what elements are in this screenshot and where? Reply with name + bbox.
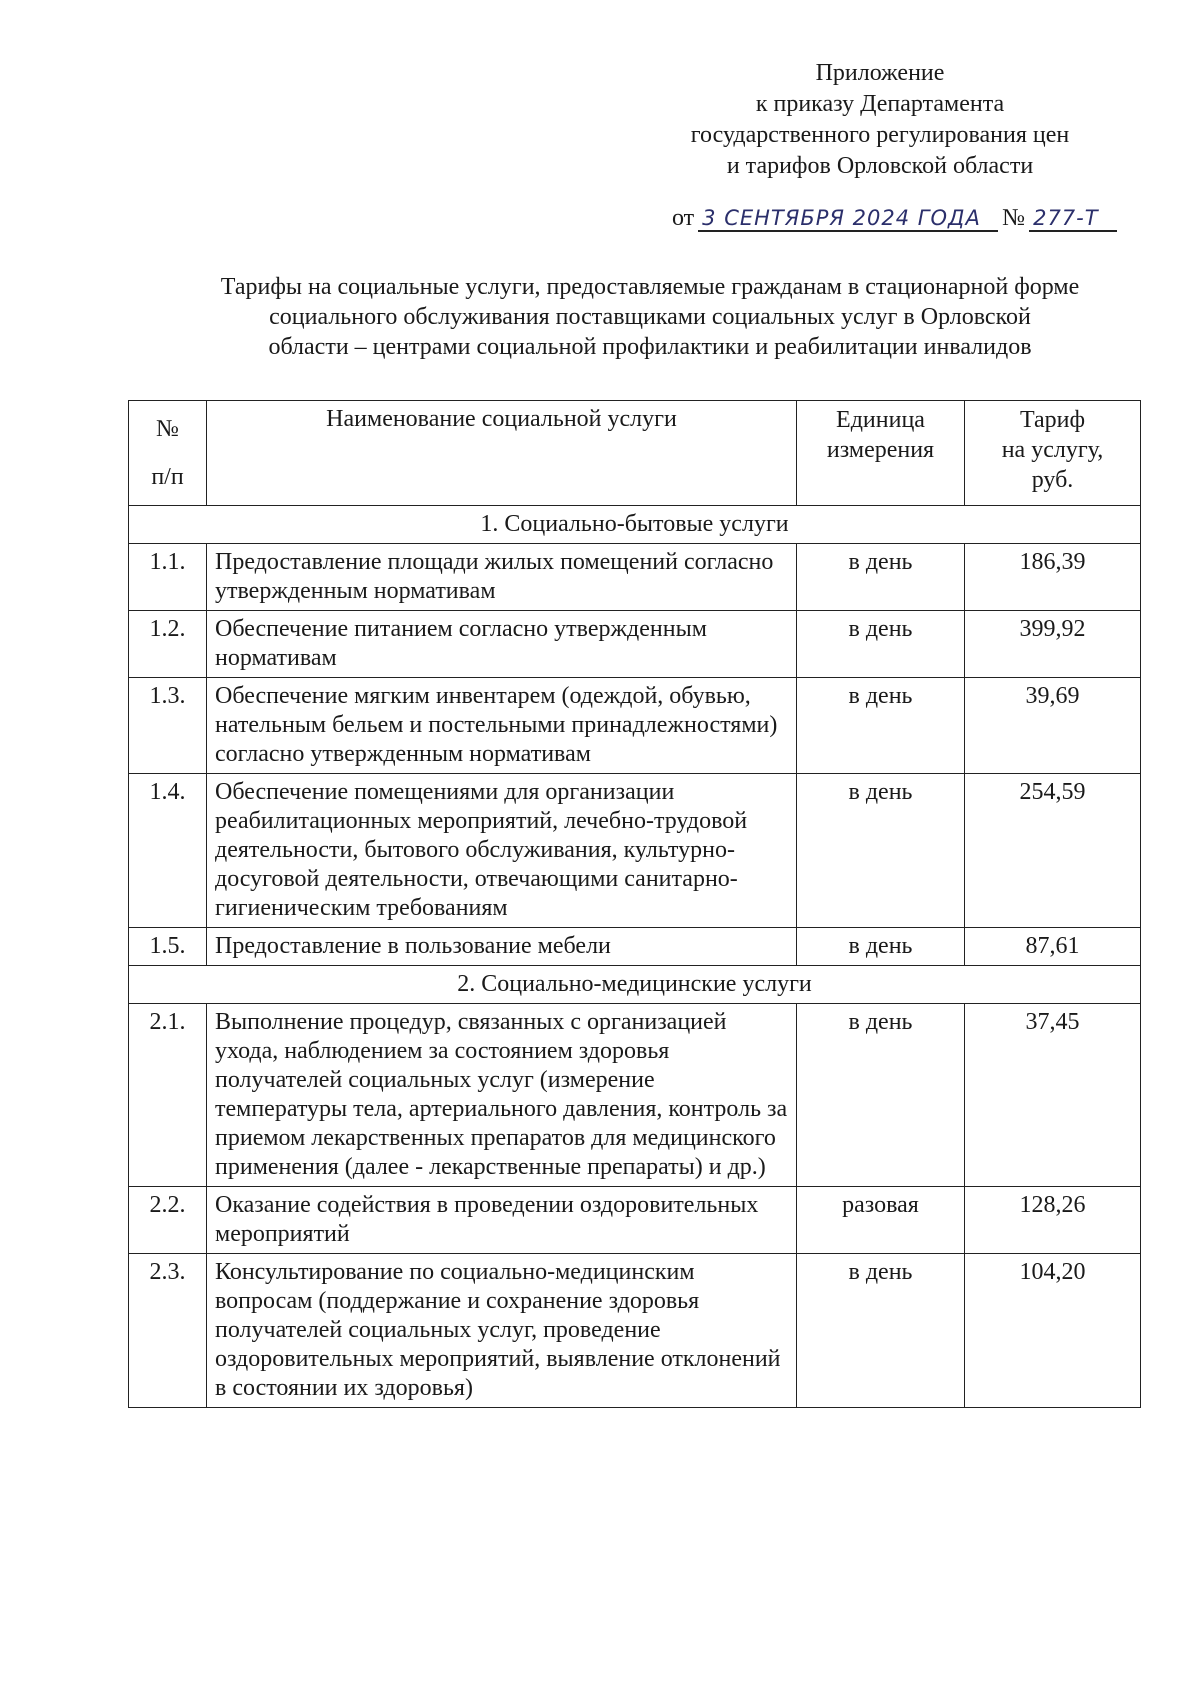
header-unit-line: Единица — [836, 407, 925, 433]
table-row — [129, 928, 1141, 966]
header-num-line: п/п — [151, 464, 184, 490]
row-num: 1.1. — [129, 544, 207, 611]
section-row — [129, 966, 1141, 1004]
row-num: 1.4. — [129, 774, 207, 928]
row-tariff: 104,20 — [965, 1254, 1141, 1408]
row-name: Выполнение процедур, связанных с организацией ухода, наблюдением за состоянием здоровья получателей социальных услуг (измерение температуры тела, артериального давления, контроль за приемом лекарственных препаратов для медицинского применения (далее - лекарственные препараты) и др.) — [207, 1004, 797, 1187]
header-num — [129, 401, 207, 506]
row-num: 2.1. — [129, 1004, 207, 1187]
section-title: 2. Социально-медицинские услуги — [129, 966, 1141, 1004]
appendix-line: государственного регулирования цен — [690, 122, 1070, 148]
section-row — [129, 506, 1141, 544]
table-row — [129, 774, 1141, 928]
tariffs-table — [128, 400, 1141, 1408]
row-unit: в день — [797, 544, 965, 611]
appendix-line: и тарифов Орловской области — [726, 153, 1034, 179]
table-row — [129, 544, 1141, 611]
row-unit: в день — [797, 774, 965, 928]
header-name: Наименование социальной услуги — [207, 401, 797, 506]
document-title — [160, 272, 1140, 362]
row-tariff: 128,26 — [965, 1187, 1141, 1254]
row-name: Обеспечение помещениями для организации реабилитационных мероприятий, лечебно-трудовой деятельности, бытового обслуживания, культурно-досуговой деятельности, отвечающими санитарно-гигиеническим требованиям — [207, 774, 797, 928]
order-date-handwritten: 3 СЕНТЯБРЯ 2024 ГОДА — [698, 206, 998, 232]
header-tariff-line: Тариф — [1019, 407, 1086, 433]
table-row — [129, 1187, 1141, 1254]
row-unit: в день — [797, 611, 965, 678]
row-tariff: 399,92 — [965, 611, 1141, 678]
title-line: социального обслуживания поставщиками социальных услуг в Орловской — [269, 304, 1031, 330]
row-unit: в день — [797, 678, 965, 774]
row-name: Предоставление площади жилых помещений согласно утвержденным нормативам — [207, 544, 797, 611]
row-unit: в день — [797, 1004, 965, 1187]
title-line: области – центрами социальной профилактики и реабилитации инвалидов — [268, 334, 1032, 360]
row-unit: в день — [797, 1254, 965, 1408]
appendix-line: Приложение — [815, 60, 945, 86]
row-num: 1.3. — [129, 678, 207, 774]
order-number-prefix: № — [1002, 205, 1026, 231]
row-name: Обеспечение мягким инвентарем (одеждой, обувью, нательным бельем и постельными принадлежностями) согласно утвержденным нормативам — [207, 678, 797, 774]
row-unit: в день — [797, 928, 965, 966]
header-tariff-line: на услугу, — [1001, 437, 1104, 463]
row-num: 1.5. — [129, 928, 207, 966]
row-name: Предоставление в пользование мебели — [207, 928, 797, 966]
row-tariff: 39,69 — [965, 678, 1141, 774]
order-prefix: от — [672, 205, 695, 231]
row-name: Оказание содействия в проведении оздоровительных мероприятий — [207, 1187, 797, 1254]
row-name: Консультирование по социально-медицинским вопросам (поддержание и сохранение здоровья получателей социальных услуг, проведение оздоровительных мероприятий, выявление отклонений в состоянии их здоровья) — [207, 1254, 797, 1408]
row-num: 2.3. — [129, 1254, 207, 1408]
table-row — [129, 1254, 1141, 1408]
row-tariff: 186,39 — [965, 544, 1141, 611]
row-name: Обеспечение питанием согласно утвержденным нормативам — [207, 611, 797, 678]
appendix-block — [600, 58, 1160, 182]
row-tariff: 254,59 — [965, 774, 1141, 928]
table-row — [129, 678, 1141, 774]
header-num-line: № — [156, 416, 179, 442]
appendix-line: к приказу Департамента — [755, 91, 1005, 117]
header-tariff-line: руб. — [1031, 467, 1074, 493]
row-unit: разовая — [797, 1187, 965, 1254]
header-unit — [797, 401, 965, 506]
order-number-handwritten: 277-Т — [1029, 206, 1117, 232]
table-header-row — [129, 401, 1141, 506]
table-row — [129, 1004, 1141, 1187]
row-num: 1.2. — [129, 611, 207, 678]
row-num: 2.2. — [129, 1187, 207, 1254]
title-line: Тарифы на социальные услуги, предоставляемые гражданам в стационарной форме — [220, 274, 1080, 300]
table-row — [129, 611, 1141, 678]
row-tariff: 37,45 — [965, 1004, 1141, 1187]
order-reference — [672, 205, 1121, 232]
header-tariff — [965, 401, 1141, 506]
header-unit-line: измерения — [826, 437, 935, 463]
section-title: 1. Социально-бытовые услуги — [129, 506, 1141, 544]
row-tariff: 87,61 — [965, 928, 1141, 966]
